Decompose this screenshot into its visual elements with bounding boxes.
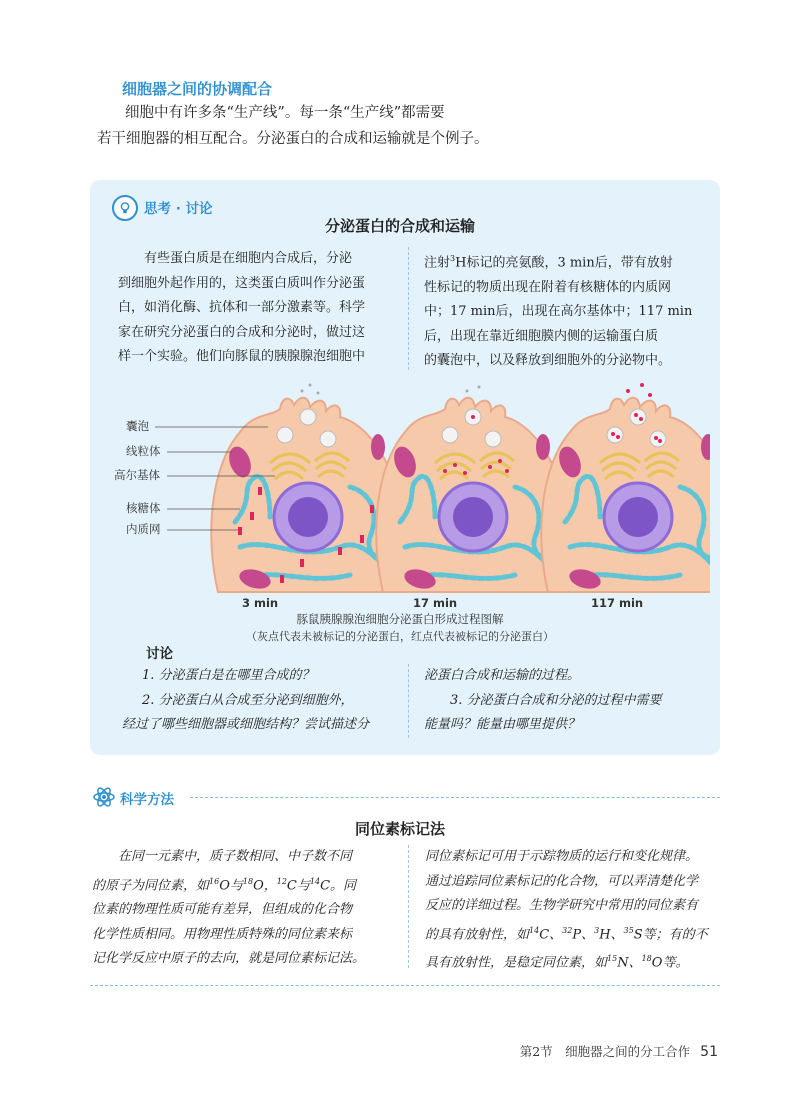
method-title: 同位素标记法	[354, 820, 445, 838]
text-fragment: C与	[286, 877, 310, 893]
figure-caption: 豚鼠胰腺腺泡细胞分泌蛋白形成过程图解	[296, 612, 504, 626]
cell-3min	[211, 384, 402, 593]
text-line: 的囊泡中，以及释放到细胞外的分泌物中。	[424, 353, 672, 369]
question-2-line-1: 2. 分泌蛋白从合成至分泌到细胞外，	[142, 692, 354, 708]
text-line: 到细胞外起作用的，这类蛋白质叫作分泌蛋	[118, 275, 366, 291]
superscript: 15	[607, 954, 618, 964]
intro-paragraph	[97, 100, 507, 152]
text-line: 家在研究分泌蛋白的合成和分泌时，做过这	[118, 324, 366, 340]
text-line: 通过追踪同位素标记的化合物，可以弄清楚化学	[425, 873, 699, 889]
time-label-117min: 117 min	[591, 596, 644, 610]
column-divider	[408, 247, 409, 370]
discussion-label: 讨论	[146, 646, 173, 662]
text-fragment: 具有放射性，是稳定同位素，如	[425, 955, 608, 971]
superscript: 14	[529, 925, 540, 935]
atom-icon	[93, 786, 115, 808]
think-discuss-label: 思考 · 讨论	[144, 201, 213, 217]
text-fragment: P、	[572, 926, 595, 942]
text-line: 有些蛋白质是在细胞内合成后，分泌	[144, 251, 353, 266]
text-line: 反应的详细过程。生物学研究中常用的同位素有	[425, 898, 699, 913]
think-left-text	[118, 247, 393, 370]
label-vesicle: 囊泡	[126, 419, 149, 433]
text-fragment: S等；有的不	[633, 926, 708, 942]
question-2-line-2: 经过了哪些细胞器或细胞结构？尝试描述分	[122, 717, 370, 732]
page-footer	[520, 1042, 718, 1060]
label-er: 内质网	[126, 522, 161, 536]
superscript: 3	[450, 254, 456, 263]
method-right-text	[425, 845, 725, 976]
label-ribosome: 核糖体	[126, 501, 161, 515]
label-mitochondria: 线粒体	[126, 444, 161, 458]
bottom-divider	[90, 985, 720, 986]
question-1: 1. 分泌蛋白是在哪里合成的？	[142, 668, 315, 683]
text-fragment: H、	[599, 926, 624, 942]
text-fragment: H标记的亮氨酸，3 min后，带有放射	[455, 255, 673, 271]
cell-17min	[376, 386, 567, 593]
superscript: 18	[641, 954, 652, 964]
superscript: 16	[209, 876, 220, 886]
column-divider	[408, 664, 409, 738]
text-fragment: O等。	[651, 955, 689, 971]
text-fragment: O，	[253, 877, 277, 893]
label-golgi: 高尔基体	[114, 468, 160, 482]
time-label-17min: 17 min	[413, 596, 458, 610]
question-3-line-1: 3. 分泌蛋白合成和分泌的过程中需要	[450, 692, 662, 708]
method-label: 科学方法	[120, 792, 174, 808]
text-fragment: O与	[219, 877, 243, 893]
discussion-left	[122, 664, 397, 738]
think-right-text	[424, 247, 702, 374]
footer-section: 第2节 细胞器之间的分工合作	[519, 1044, 691, 1059]
text-line: 化学性质相同。用物理性质特殊的同位素来标	[92, 926, 353, 942]
think-box-title: 分泌蛋白的合成和运输	[324, 217, 475, 235]
text-fragment: N、	[617, 955, 642, 971]
text-fragment: C、	[539, 926, 563, 942]
text-fragment: 的具有放射性，如	[425, 926, 530, 942]
cell-figure	[110, 375, 710, 610]
text-line: 白，如消化酶、抗体和一部分激素等。科学	[118, 300, 366, 315]
text-line: 中；17 min后，出现在高尔基体中；117 min	[424, 304, 693, 320]
text-line: 记化学反应中原子的去向，就是同位素标记法。	[92, 951, 366, 967]
column-divider	[408, 845, 409, 968]
time-label-3min: 3 min	[242, 596, 279, 610]
page-number: 51	[700, 1044, 718, 1060]
cell-117min	[541, 383, 710, 592]
question-2-line-3: 泌蛋白合成和运输的过程。	[424, 668, 581, 683]
superscript: 18	[242, 876, 254, 886]
text-line: 性标记的物质出现在附着有核糖体的内质网	[424, 279, 672, 295]
superscript: 32	[562, 925, 573, 935]
superscript: 35	[623, 925, 634, 935]
section-title: 细胞器之间的协调配合	[122, 80, 273, 98]
text-fragment: 注射	[424, 255, 451, 271]
method-divider	[190, 797, 720, 798]
superscript: 14	[309, 876, 321, 886]
discussion-right	[424, 664, 702, 738]
intro-line-2: 若干细胞器的相互配合。分泌蛋白的合成和运输就是个例子。	[97, 131, 489, 147]
text-fragment: C。同	[320, 877, 357, 893]
text-line: 同位素标记可用于示踪物质的运行和变化规律。	[425, 849, 699, 864]
superscript: 12	[276, 876, 287, 886]
text-line: 样一个实验。他们向豚鼠的胰腺腺泡细胞中	[118, 349, 366, 364]
text-line: 在同一元素中，质子数相同、中子数不同	[118, 849, 353, 864]
question-3-line-2: 能量吗？能量由哪里提供？	[424, 717, 581, 732]
figure-note: （灰点代表未被标记的分泌蛋白，红点代表被标记的分泌蛋白）	[246, 630, 554, 643]
superscript: 3	[594, 925, 600, 935]
text-fragment: 的原子为同位素，如	[92, 877, 210, 893]
text-line: 后，出现在靠近细胞膜内侧的运输蛋白质	[424, 328, 659, 344]
intro-line-1: 细胞中有许多条“生产线”。每一条“生产线”都需要	[125, 105, 445, 121]
method-left-text	[92, 845, 397, 972]
text-line: 位素的物理性质可能有差异，但组成的化合物	[92, 902, 353, 918]
